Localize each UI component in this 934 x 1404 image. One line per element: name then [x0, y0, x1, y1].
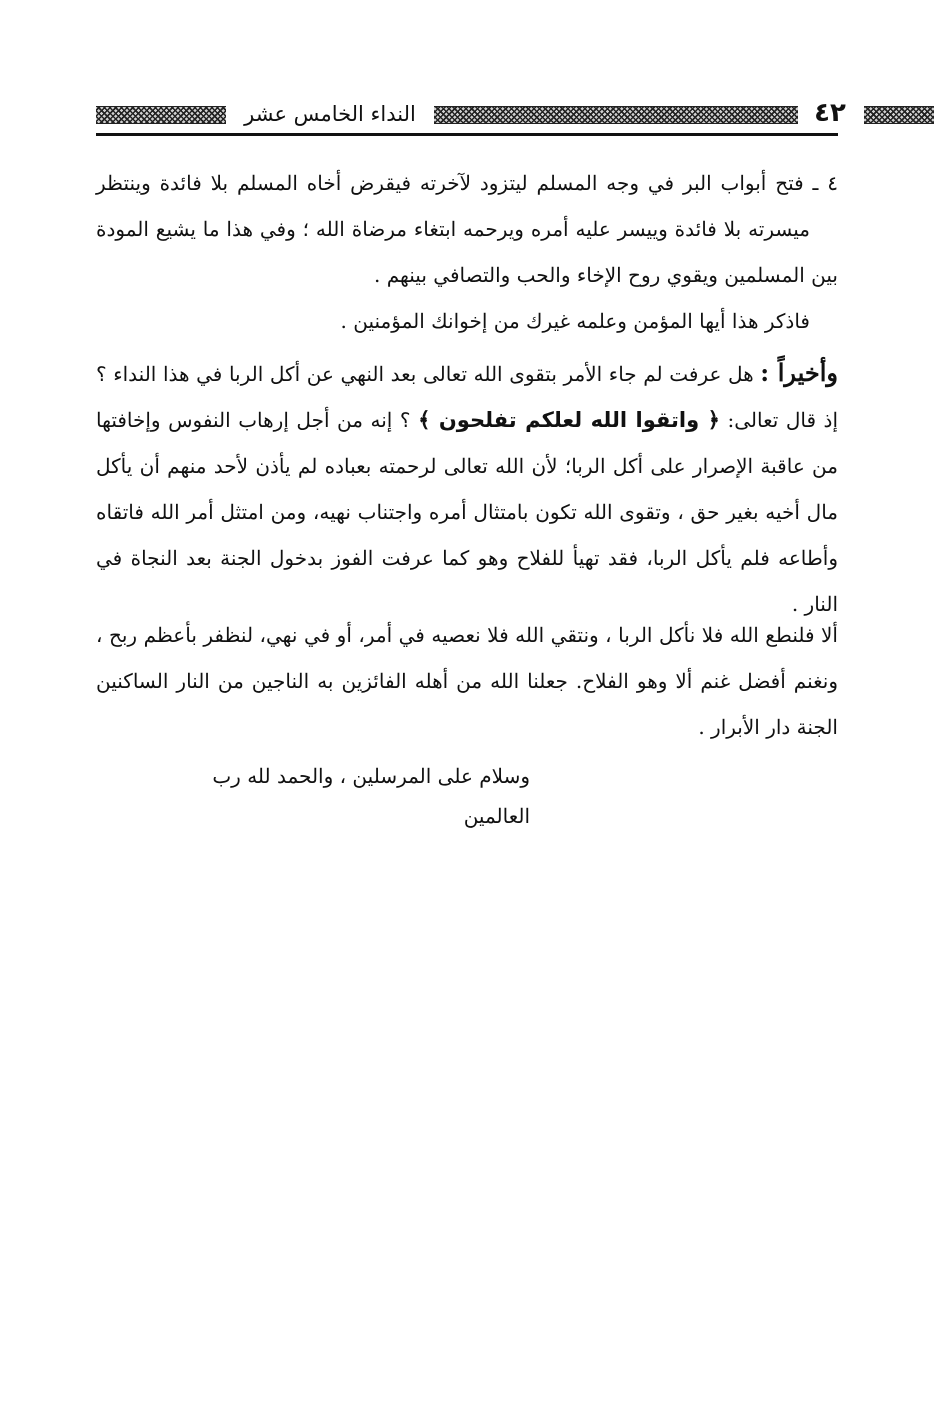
list-item-4: [96, 160, 838, 298]
page-header: [96, 96, 846, 136]
item-4-first-line: ٤ ـ فتح أبواب البر في وجه المسلم ليتزود لآخرته فيقرض أخاه المسلم بلا فائدة وينتظر: [96, 171, 838, 195]
chapter-title: النداء الخامس عشر: [244, 102, 416, 126]
header-rule: [96, 133, 838, 136]
reminder-line: فاذكر هذا أيها المؤمن وعلمه غيرك من إخوانك المؤمنين .: [340, 309, 810, 333]
item-4-continuation: ميسرته بلا فائدة وييسر عليه أمره ويرحمه ابتغاء مرضاة الله ؛ وفي هذا ما يشيع المودة بين المسلمين ويقوي روح الإخاء والحب والتصافي بينهم .: [96, 217, 838, 287]
header-ornament-left: [96, 106, 226, 124]
paragraph-2-part-a: هل عرفت لم جاء الأمر بتقوى الله تعالى بعد النهي عن أكل الربا في هذا النداء ؟ إذ قال تعالى:: [96, 362, 839, 432]
paragraph-2: [96, 350, 838, 627]
paragraph-2-lead: وأخيراً :: [760, 358, 838, 387]
reminder-block: [96, 298, 838, 344]
header-ornament-middle: [434, 106, 798, 124]
main-text: [96, 160, 838, 298]
closing-line: وسلام على المرسلين ، والحمد لله رب العالمين: [212, 764, 530, 828]
paragraph-3: [96, 612, 838, 750]
quran-verse: ﴿ واتقوا الله لعلكم تفلحون ﴾: [418, 408, 720, 432]
page-number: ٤٢: [814, 98, 846, 128]
paragraph-3-text: ألا فلنطع الله فلا نأكل الربا ، ونتقي الله فلا نعصيه في أمر، أو في نهي، لنظفر بأعظم ربح ، ونغنم أفضل غنم ألا وهو الفلاح. جعلنا الله من أهله الفائزين به الناجين من النار الساكنين الجنة دار الأبرار .: [96, 623, 838, 739]
header-ornament-right: [864, 106, 934, 124]
paragraph-2-part-b: ؟ إنه من أجل إرهاب النفوس وإخافتها من عاقبة الإصرار على أكل الربا؛ لأن الله تعالى لرحمته بعباده لم يأذن لأحد منهم أن يأكل مال أخيه بغير حق ، وتقوى الله تكون بامتثال أمره واجتناب نهيه، ومن امتثل أمر الله فاتقاه وأطاعه فلم يأكل الربا، فقد تهيأ للفلاح وهو كما عرفت الفوز بدخول الجنة بعد النجاة في النار .: [96, 408, 838, 616]
paragraph-2-text: [96, 350, 838, 627]
